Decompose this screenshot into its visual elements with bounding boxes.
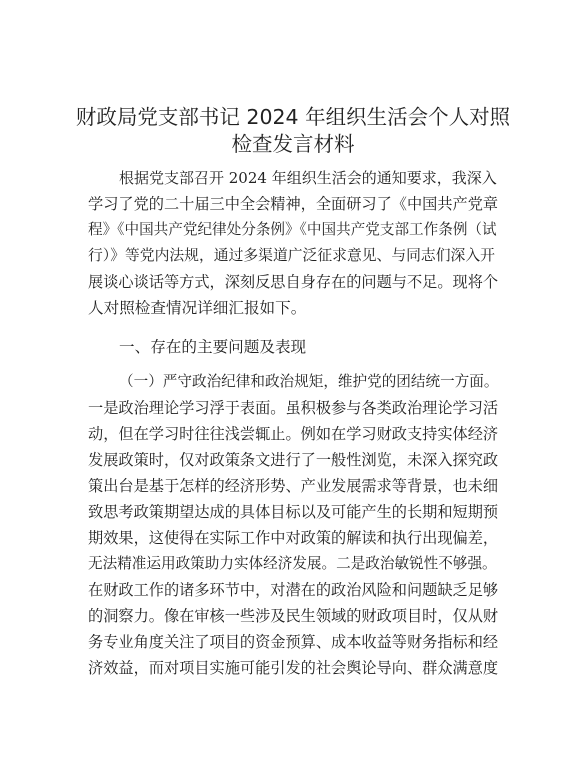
paragraph-line: 致思考政策期望达成的具体目标以及可能产生的长期和短期预 — [88, 503, 499, 521]
paragraph-line: 行）》等党内法规，通过多渠道广泛征求意见、与同志们深入开 — [88, 247, 495, 264]
document-title-line-1: 财政局党支部书记 2024 年组织生活会个人对照 — [75, 105, 511, 129]
paragraph-line: 根据党支部召开 2024 年组织生活会的通知要求，我深入 — [119, 169, 497, 187]
paragraph-line: 一是政治理论学习浮于表面。虽积极参与各类政治理论学习活 — [88, 399, 499, 417]
paragraph-line: 在财政工作的诸多环节中，对潜在的政治风险和问题缺乏足够 — [88, 581, 499, 599]
paragraph-line: 人对照检查情况详细汇报如下。 — [88, 299, 307, 317]
paragraph-line: 发展政策时，仅对政策条文进行了一般性浏览，未深入探究政 — [88, 451, 499, 469]
paragraph-line: 济效益，而对项目实施可能引发的社会舆论导向、群众满意度 — [88, 659, 499, 677]
paragraph-line: 策出台是基于怎样的经济形势、产业发展需求等背景，也未细 — [88, 477, 499, 495]
paragraph-line: 学习了党的二十届三中全会精神，全面研习了《中国共产党章 — [88, 195, 499, 213]
paragraph-line: 务专业角度关注了项目的资金预算、成本收益等财务指标和经 — [88, 633, 499, 651]
document-title-line-2: 检查发言材料 — [231, 132, 355, 156]
subsection-heading: （一）严守政治纪律和政治规矩，维护党的团结统一方面。 — [119, 373, 499, 390]
paragraph-line: 无法精准运用政策助力实体经济发展。二是政治敏锐性不够强。 — [88, 555, 497, 572]
paragraph-line: 的洞察力。像在审核一些涉及民生领域的财政项目时，仅从财 — [88, 607, 499, 625]
paragraph-line: 程》《中国共产党纪律处分条例》《中国共产党支部工作条例（试 — [88, 221, 497, 238]
section-heading: 一、存在的主要问题及表现 — [119, 338, 307, 356]
paragraph-line: 动，但在学习时往往浅尝辄止。例如在学习财政支持实体经济 — [88, 425, 499, 443]
paragraph-line: 展谈心谈话等方式，深刻反思自身存在的问题与不足。现将个 — [88, 273, 499, 291]
paragraph-line: 期效果，这使得在实际工作中对政策的解读和执行出现偏差， — [88, 529, 499, 547]
